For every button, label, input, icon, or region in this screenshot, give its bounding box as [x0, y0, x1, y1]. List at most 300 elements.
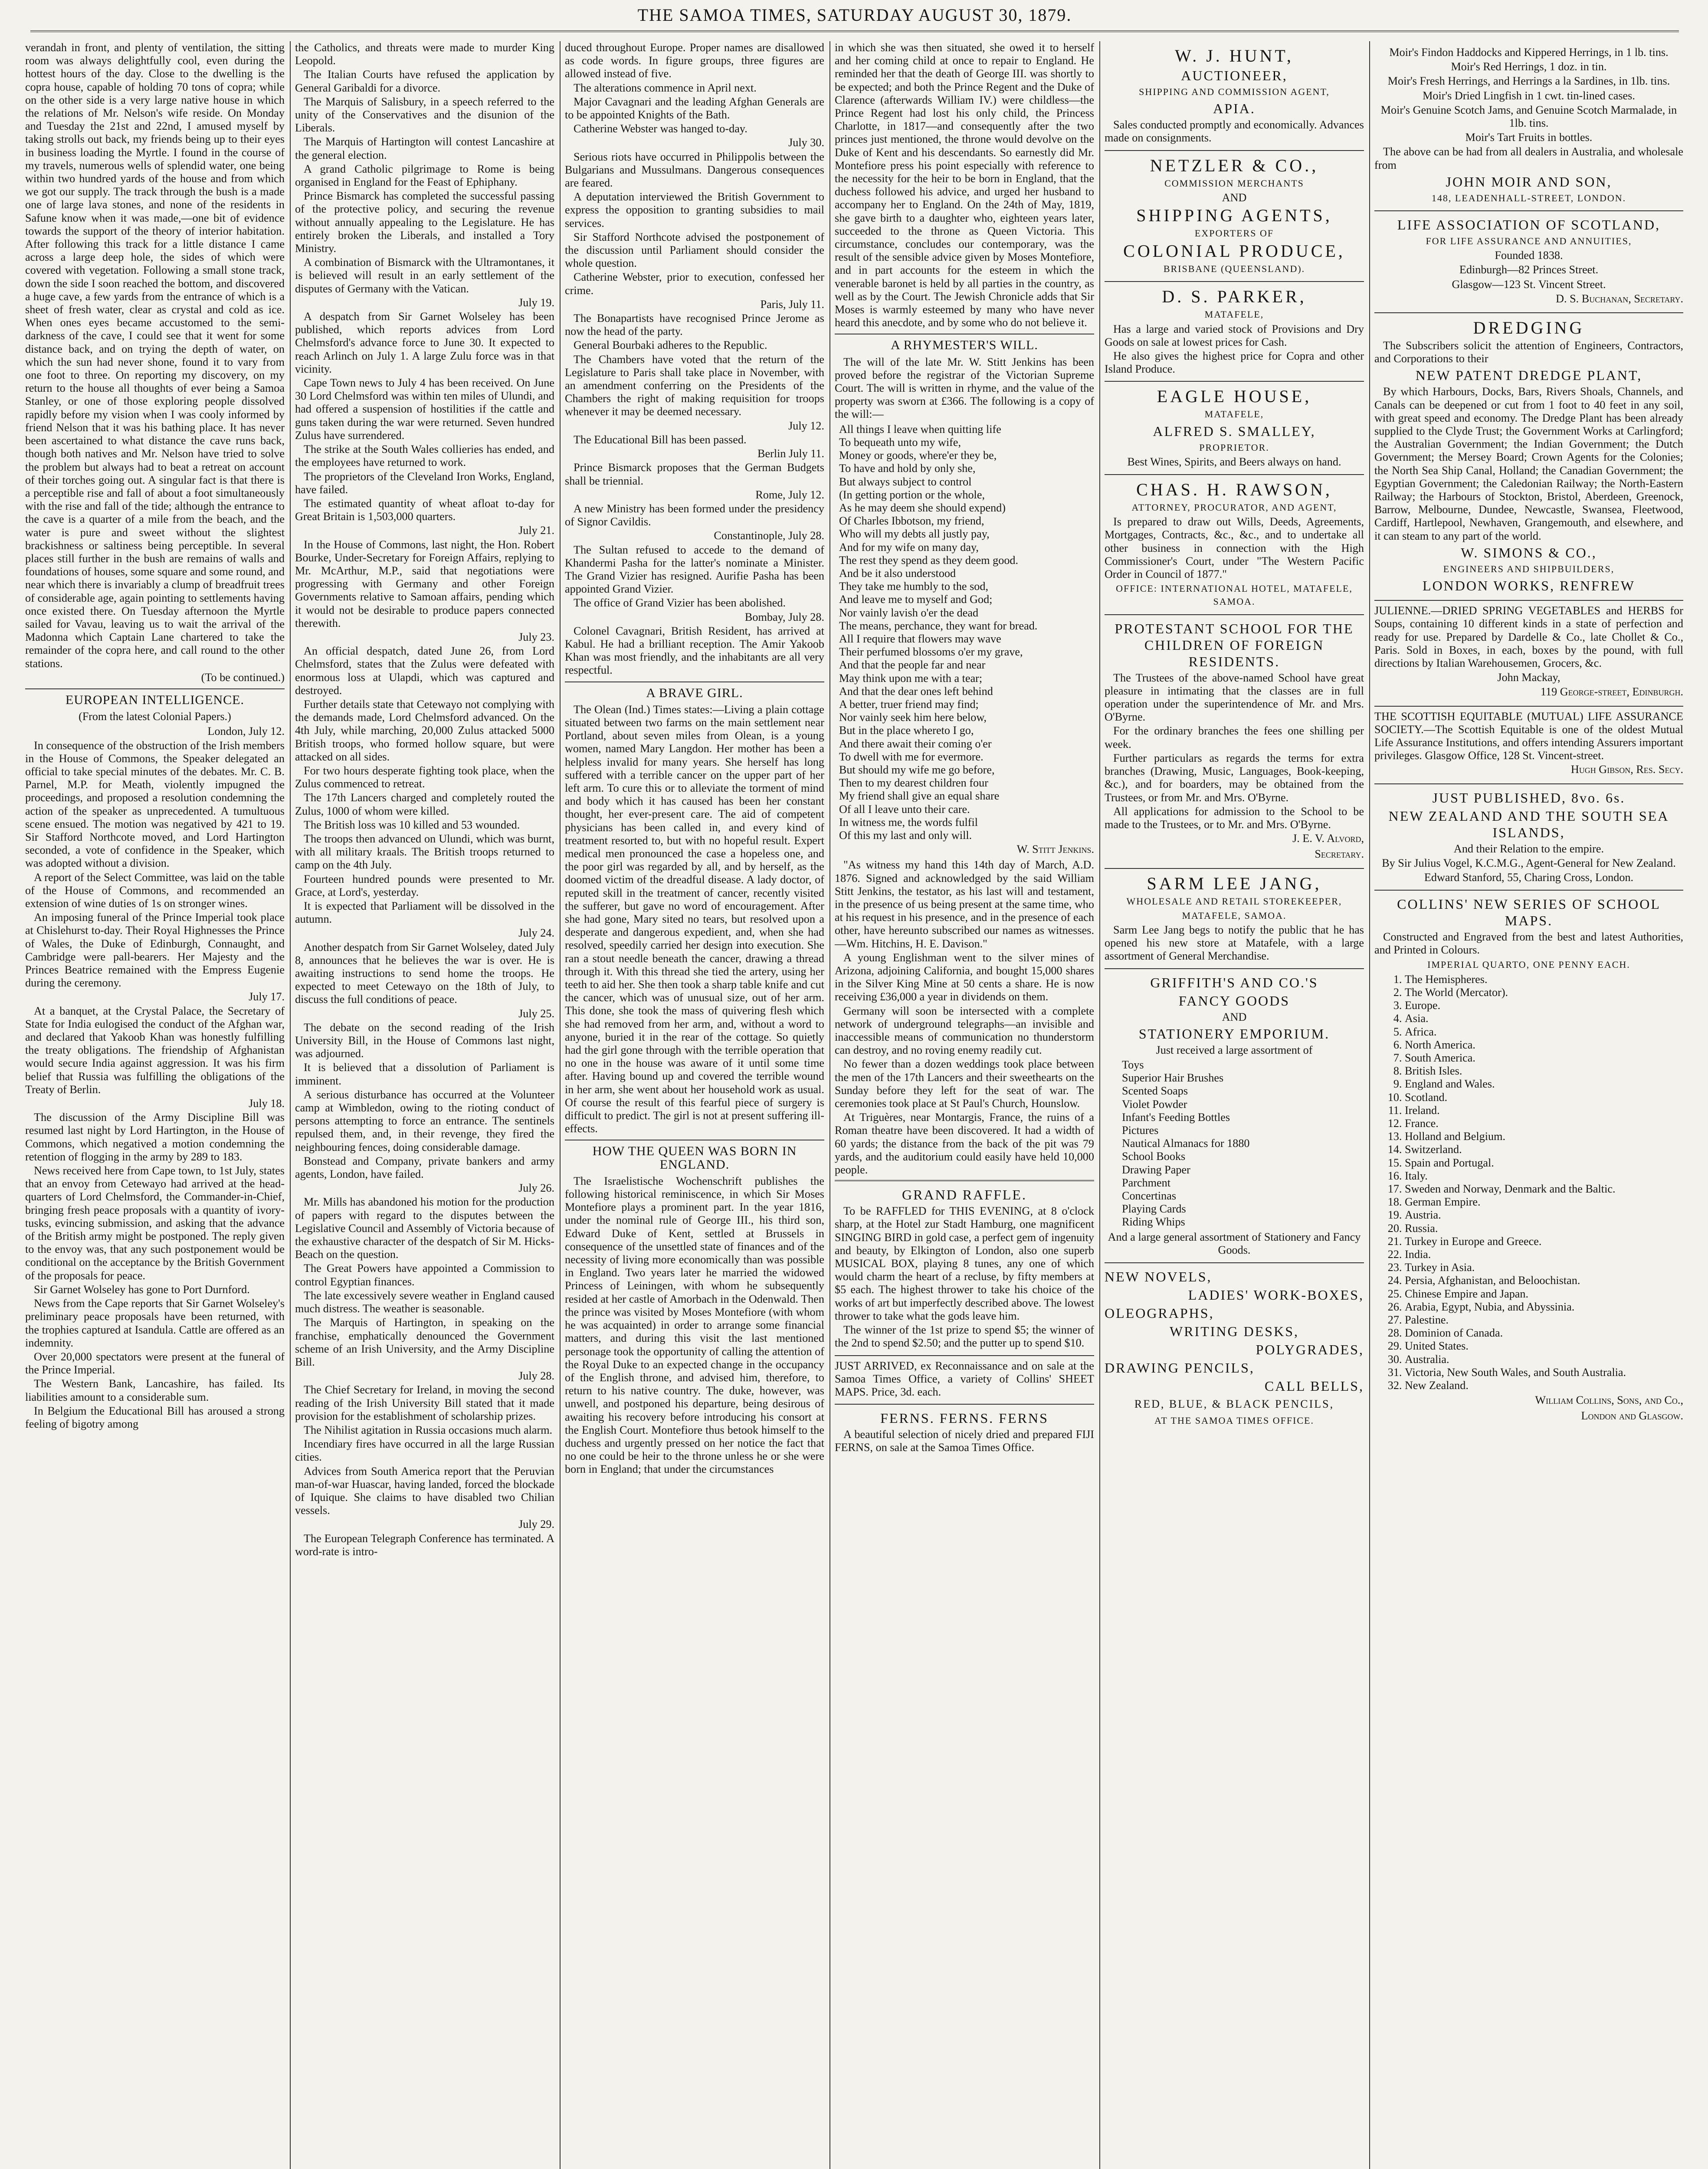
ad-address: Glasgow—123 St. Vincent Street. — [1452, 278, 1606, 291]
poem-line: But always subject to control — [839, 475, 972, 488]
ad-place: MATAFELE, — [1204, 409, 1264, 420]
poem-line: All I require that flowers may wave — [839, 632, 1001, 645]
ad-subtitle: IMPERIAL QUARTO, ONE PENNY EACH. — [1427, 959, 1630, 970]
poem-line: A better, truer friend may find; — [839, 698, 979, 711]
ad-title: SARM LEE JANG, — [1147, 873, 1322, 893]
ad-title: D. S. PARKER, — [1162, 287, 1307, 307]
poem-line: The means, perchance, they want for bread. — [839, 619, 1038, 632]
article-paragraph: The troops then advanced on Ulundi, which was burnt, with all military kraals. The British troops returned to camp on the 4th July. — [295, 832, 554, 872]
novels-ad — [1105, 1263, 1364, 1433]
sarm-lee-jang-ad — [1105, 869, 1364, 969]
poem-line: Who will my debts all justly pay, — [839, 528, 990, 541]
list-item: 9. England and Wales. — [1405, 1078, 1683, 1091]
article-paragraph: The discussion of the Army Discipline Bill was resumed last night by Lord Hartington, in the House of Commons, which negatived a motion condemning the retention of flogging in the army by 289 to 183. — [25, 1111, 285, 1163]
dateline: July 19. — [518, 296, 554, 309]
dateline: July 26. — [518, 1182, 554, 1195]
list-item: 16. Italy. — [1405, 1170, 1683, 1183]
dateline: July 30. — [788, 136, 824, 149]
list-item: Infant's Feeding Bottles — [1122, 1111, 1230, 1124]
poem-line: To bequeath unto my wife, — [839, 436, 961, 449]
list-item: 12. France. — [1405, 1117, 1683, 1130]
ad-text: Just received a large assortment of — [1156, 1043, 1313, 1056]
column-rule — [829, 41, 830, 2169]
masthead: THE SAMOA TIMES, SATURDAY AUGUST 30, 1879. — [30, 0, 1679, 32]
dateline: London, July 12. — [207, 725, 285, 738]
ad-heading: JOHN MOIR AND SON, — [1446, 174, 1612, 190]
column-4 — [835, 41, 1094, 1460]
ad-title: JUST PUBLISHED, 8vo. 6s. — [1432, 790, 1626, 806]
article-paragraph: Major Cavagnari and the leading Afghan Generals are to be appointed Knights of the Bath. — [565, 95, 824, 121]
list-item: 15. Spain and Portugal. — [1405, 1157, 1683, 1170]
list-item: 23. Turkey in Asia. — [1405, 1261, 1683, 1274]
poem-line: All things I leave when quitting life — [839, 423, 1001, 436]
column-2 — [295, 41, 554, 1559]
list-item: Playing Cards — [1122, 1202, 1186, 1216]
scottish-equitable-ad — [1374, 707, 1683, 784]
article-paragraph: The will of the late Mr. W. Stitt Jenkins has been proved before the registrar of the Victorian Supreme Court. The will is written in rhyme, and the value of the property was sworn at £366. The following is a copy of the will:— — [835, 355, 1094, 421]
ad-heading: FANCY GOODS — [1178, 993, 1290, 1009]
dateline: Rome, July 12. — [755, 488, 824, 501]
poem-line: (In getting portion or the whole, — [839, 488, 985, 501]
column-rule — [560, 41, 561, 2169]
article-paragraph: Serious riots have occurred in Philippolis between the Bulgarians and Mussulmans. Dangerous consequences are feared. — [565, 150, 824, 190]
article-paragraph: It is believed that a dissolution of Parliament is imminent. — [295, 1061, 554, 1087]
poem-line: Of all I leave unto their care. — [839, 803, 970, 816]
ad-heading: LADIES' WORK-BOXES, — [1188, 1287, 1364, 1303]
moir-ad — [1374, 41, 1683, 211]
list-item: Concertinas — [1122, 1189, 1177, 1202]
article-paragraph: In consequence of the obstruction of the Irish members in the House of Commons, the Speaker delegated an official to take special minutes of the debates. Mr. C. B. Parnel, M.P. for Meath, violently impugned the proceedings, and proposed a resolution condemning the action of the speaker as unprecedented. A tumultuous scene ensued. The motion was negatived by 421 to 19. Sir Stafford Northcote moved, and Lord Hartington seconded, a vote of confidence in the Speaker, which was adopted without a division. — [25, 739, 285, 870]
list-item: Parchment — [1122, 1176, 1170, 1189]
poem-line: To have and hold by only she, — [839, 462, 976, 475]
list-item: School Books — [1122, 1150, 1186, 1163]
parker-ad — [1105, 282, 1364, 382]
article-paragraph: A new Ministry has been formed under the presidency of Signor Cavildis. — [565, 502, 824, 528]
article-paragraph: For two hours desperate fighting took place, when the Zulus commenced to retreat. — [295, 764, 554, 790]
list-item: 11. Ireland. — [1405, 1104, 1683, 1117]
ad-text: AND — [1222, 1010, 1247, 1023]
ad-line: Moir's Red Herrings, 1 doz. in tin. — [1451, 60, 1607, 73]
article-paragraph: The Marquis of Salisbury, in a speech referred to the unity of the Conservatives and the disunion of the Liberals. — [295, 95, 554, 134]
article-paragraph: A report of the Select Committee, was laid on the table of the House of Commons, and recommended an extension of wine duties of 1s on stronger wines. — [25, 871, 285, 910]
article-paragraph: The Chief Secretary for Ireland, in moving the second reading of the Irish University Bill stated that it made provision for the establishment of scholarship prizes. — [295, 1383, 554, 1422]
article-paragraph: The European Telegraph Conference has terminated. A word-rate is intro- — [295, 1532, 554, 1558]
list-item: 30. Australia. — [1405, 1353, 1683, 1366]
dateline: Paris, July 11. — [760, 298, 824, 311]
ad-text: AND — [1222, 191, 1247, 204]
ad-title: CHAS. H. RAWSON, — [1136, 480, 1332, 500]
list-item: 13. Holland and Belgium. — [1405, 1130, 1683, 1143]
list-item: 2. The World (Mercator). — [1405, 986, 1683, 999]
list-item: 4. Asia. — [1405, 1012, 1683, 1025]
ad-text: The Subscribers solicit the attention of Engineers, Contractors, and Corporations to their — [1374, 339, 1683, 365]
article-paragraph: Fourteen hundred pounds were presented to Mr. Grace, at Lord's, yesterday. — [295, 872, 554, 898]
list-item: 25. Chinese Empire and Japan. — [1405, 1288, 1683, 1301]
ad-publisher: Edward Stanford, 55, Charing Cross, London. — [1424, 871, 1634, 884]
article-paragraph: News from the Cape reports that Sir Garnet Wolseley's preliminary peace proposals have been returned, with the trophies captured at Isandula. Cattle are offered as an indemnity. — [25, 1297, 285, 1349]
poem-line: Of Charles Ibbotson, my friend, — [839, 514, 984, 528]
rawson-ad — [1105, 475, 1364, 615]
ad-heading: DRAWING PENCILS, — [1105, 1360, 1255, 1376]
list-item: Riding Whips — [1122, 1216, 1185, 1229]
ad-title: PROTESTANT SCHOOL FOR THE CHILDREN OF FOREIGN RESIDENTS. — [1115, 620, 1354, 669]
ad-text: He also gives the highest price for Copra and other Island Produce. — [1105, 350, 1364, 376]
ad-heading: WRITING DESKS, — [1170, 1323, 1299, 1339]
article-paragraph: The Nihilist agitation in Russia occasions much alarm. — [304, 1423, 553, 1436]
maps-list — [1405, 973, 1683, 1392]
article-paragraph: the Catholics, and threats were made to murder King Leopold. — [295, 41, 554, 67]
article-paragraph: An official despatch, dated June 26, from Lord Chelmsford, states that the Zulus were defeated with enormous loss at Ulapdi, which was captured and destroyed. — [295, 645, 554, 697]
poem-line: My friend shall give an equal share — [839, 790, 1000, 803]
article-paragraph: The Bonapartists have recognised Prince Jerome as now the head of the party. — [565, 312, 824, 338]
ad-text: By which Harbours, Docks, Bars, Rivers Shoals, Channels, and Canals can be deepened or cut from 1 foot to 40 feet in any soil, with great speed and economy. The Dredge Plant has been already supplied to the Clyde Trust; the Government Works at Carlingford; the Australian Government; the Indian Government; the Dutch Government; the Mersey Board; Crown Agents for the Colonies; the North Sea Ship Canal, Holland; the Canadian Government; the Egyptian Government; the Caledonian Railway; the North-Eastern Railway; the Harbours of Stockton, Bristol, Aberdeen, Greenock, Barrow, Melbourne, Dundee, Newcastle, Swansea, Fleetwood, Cardiff, Hartlepool, Newhaven, Grangemouth, and elsewhere, and it can steam to any part of the world. — [1374, 385, 1683, 542]
article-paragraph: Mr. Mills has abandoned his motion for the production of papers with regard to the disputes between the Legislative Council and Assembly of Victoria because of the exhaustive character of the despatch of Sir M. Hicks-Beach on the question. — [295, 1196, 554, 1261]
ad-line: Moir's Dried Lingfish in 1 cwt. tin-lined cases. — [1423, 89, 1635, 102]
ad-heading: COLONIAL PRODUCE, — [1123, 241, 1345, 261]
ad-address: 148, LEADENHALL-STREET, LONDON. — [1431, 192, 1626, 203]
article-paragraph: The late excessively severe weather in England caused much distress. The weather is seasonable. — [295, 1289, 554, 1315]
list-item: 5. Africa. — [1405, 1026, 1683, 1039]
poem-line: And that the dear ones left behind — [839, 685, 993, 698]
list-item: 18. German Empire. — [1405, 1196, 1683, 1209]
list-item: 10. Scotland. — [1405, 1091, 1683, 1104]
poem-line: Then to my dearest children four — [839, 777, 988, 790]
dateline: Bombay, July 28. — [744, 610, 824, 623]
ad-address: 119 George-street, Edinburgh. — [1540, 685, 1683, 698]
article-paragraph: It is expected that Parliament will be dissolved in the autumn. — [295, 900, 554, 926]
ad-text: The above can be had from all dealers in Australia, and wholesale from — [1374, 145, 1683, 171]
ad-subtitle: AUCTIONEER, — [1181, 68, 1288, 83]
column-5 — [1105, 41, 1364, 1433]
article-paragraph: The British loss was 10 killed and 53 wounded. — [304, 818, 520, 831]
poem-line: Of this my last and only will. — [839, 829, 972, 842]
article-headline: EUROPEAN INTELLIGENCE. — [25, 688, 285, 707]
article-paragraph: The 17th Lancers charged and completely routed the Zulus, 1000 of whom were killed. — [295, 791, 554, 817]
article-paragraph: Advices from South America report that the Peruvian man-of-war Huascar, having landed, forced the blockade of Iquique. She claims to have disabled two Chilian vessels. — [295, 1465, 554, 1517]
list-item: Drawing Paper — [1122, 1163, 1190, 1176]
poem-line: Nor vainly seek him here below, — [839, 711, 987, 724]
article-paragraph: The strike at the South Wales collieries has ended, and the employees have returned to work. — [295, 443, 554, 469]
list-item: 28. Dominion of Canada. — [1405, 1327, 1683, 1340]
ad-text: By Sir Julius Vogel, K.C.M.G., Agent-General for New Zealand. — [1382, 856, 1676, 869]
list-item: 26. Arabia, Egypt, Nubia, and Abyssinia. — [1405, 1301, 1683, 1314]
article-headline: A BRAVE GIRL. — [565, 681, 824, 700]
article-paragraph: At Triguères, near Montargis, France, the ruins of a Roman theatre have been discovered. It had a width of 60 yards; the distance from the back of the pit was 79 yards, and the auditorium could easily have held 10,000 people. — [835, 1111, 1094, 1176]
article-paragraph: The Sultan refused to accede to the demand of Khandermi Pasha for the latter's nominate a Minister. The Grand Vizier has resigned. Aurifie Pasha has been appointed Grand Vizier. — [565, 543, 824, 596]
ad-subtitle: ATTORNEY, PROCURATOR, AND AGENT, — [1131, 502, 1337, 513]
ad-subtitle: PROPRIETOR. — [1199, 442, 1269, 453]
ad-title: EAGLE HOUSE, — [1157, 387, 1312, 406]
ad-heading: SHIPPING AGENTS, — [1136, 206, 1332, 226]
ad-address: OFFICE: INTERNATIONAL HOTEL, MATAFELE, SAMOA. — [1116, 583, 1353, 607]
article-paragraph: in which she was then situated, she owed it to herself and her coming child at once to repair to England. He reminded her that the death of George III. was shortly to be expected; and both the Prince Regent and the Duke of Clarence (afterwards William IV.) were childless—the Prince Regent had lost his only child, the Princess Charlotte, in 1817—and consequently after the two princes just mentioned, the throne would devolve on the Duke of Kent and his descendants. So earnestly did Mr. Montefiore press his point especially with reference to the necessity for the heir to be born in England, that the duchess followed his advice, and urged her husband to accompany her to England. On the 24th of May, 1819, she gave birth to a daughter who, eighteen years later, succeeded to the throne as Queen Victoria. This circumstance, concludes our contemporary, was the result of the sensible advice given by Moses Montefiore, and in part accounts for the esteem in which the venerable baronet is held by all parties in the country, as well as by the Court. The Jewish Chronicle adds that Sir Moses is warmly esteemed by many who have never heard this anecdote, and by some who do not believe it. — [835, 41, 1094, 329]
ad-text: Sarm Lee Jang begs to notify the public that he has opened his new store at Matafele, with a large assortment of General Merchandise. — [1105, 923, 1364, 963]
eagle-house-ad — [1105, 382, 1364, 475]
collins-maps-ad — [1374, 891, 1683, 1430]
article-paragraph: Germany will soon be intersected with a complete network of underground telegraphs—an invisible and inaccessible means of communication no thunderstorm can destroy, and no roving enemy readily cut. — [835, 1004, 1094, 1057]
list-item: 32. New Zealand. — [1405, 1379, 1683, 1392]
list-item: 1. The Hemispheres. — [1405, 973, 1683, 986]
article-paragraph: The Marquis of Hartington, in speaking on the franchise, emphatically denounced the Government scheme of an Irish University, and the Army Discipline Bill. — [295, 1316, 554, 1368]
article-paragraph: A despatch from Sir Garnet Wolseley has been published, which reports advices from Lord Chelmsford's advance force to June 30. It expected to reach Arlinch on July 1. A large Zulu force was in that vicinity. — [295, 310, 554, 375]
article-paragraph: The Marquis of Hartington will contest Lancashire at the general election. — [295, 135, 554, 161]
list-item: 24. Persia, Afghanistan, and Beloochistan. — [1405, 1274, 1683, 1287]
list-item: 7. South America. — [1405, 1052, 1683, 1065]
ad-title: LIFE ASSOCIATION OF SCOTLAND, — [1397, 217, 1661, 233]
list-item: 22. India. — [1405, 1248, 1683, 1261]
signature-title: Secretary. — [1315, 848, 1364, 861]
ad-text: JUST ARRIVED, ex Reconnaissance and on sale at the Samoa Times Office, a variety of Collins' SHEET MAPS. Price, 3d. each. — [835, 1359, 1094, 1398]
ad-text: And a large general assortment of Stationery and Fancy Goods. — [1108, 1230, 1361, 1256]
signature: Hugh Gibson, Res. Secy. — [1570, 763, 1683, 776]
list-item: Pictures — [1122, 1124, 1159, 1137]
article-paragraph: Prince Bismarck proposes that the German Budgets shall be triennial. — [565, 461, 824, 487]
ad-place: AT THE SAMOA TIMES OFFICE. — [1154, 1415, 1314, 1426]
ad-text: JULIENNE.—DRIED SPRING VEGETABLES and HERBS for Soups, containing 10 different kinds in a state of perfection and ready for use. Prepared by Dardelle & Co., late Chollet & Co., Paris. Sold in Boxes, in each, boxes by the pound, with full directions by Italian Warehousemen, Grocers, &c. — [1374, 604, 1683, 669]
signature: W. Stitt Jenkins. — [1016, 843, 1094, 856]
hunt-ad — [1105, 41, 1364, 151]
netzler-ad — [1105, 151, 1364, 282]
article-paragraph: Catherine Webster was hanged to-day. — [574, 122, 747, 135]
article-paragraph: The estimated quantity of wheat afloat to-day for Great Britain is 1,503,000 quarters. — [295, 497, 554, 523]
poem-line: And for my wife on many day, — [839, 541, 979, 554]
ad-address: LONDON WORKS, RENFREW — [1423, 578, 1635, 594]
article-paragraph: Another despatch from Sir Garnet Wolseley, dated July 8, announces that he believes the war is over. He is awaiting instructions to send home the troops. He expected to meet Cetewayo on the 18th of July, to discuss the full conditions of peace. — [295, 940, 554, 1006]
ad-text: Is prepared to draw out Wills, Deeds, Agreements, Mortgages, Contracts, &c., &c., and to undertake all other business in connection with the High Commissioner's Court, under "The Western Pacific Order in Council of 1877." — [1105, 515, 1364, 581]
list-item: 29. United States. — [1405, 1340, 1683, 1353]
dateline: July 29. — [518, 1518, 554, 1531]
column-rule — [1369, 41, 1370, 2169]
list-item: Scented Soaps — [1122, 1084, 1188, 1098]
ad-text: And their Relation to the empire. — [1453, 842, 1604, 855]
column-rule — [290, 41, 291, 2169]
article-paragraph: At a banquet, at the Crystal Palace, the Secretary of State for India eulogised the conduct of the Afghan war, and declared that Yakoob Khan was honestly fulfilling the treaty obligations. The friendship of Afghanistan would secure India against aggression. It was his firm belief that Russia was fulfilling the obligations of the Treaty of Berlin. — [25, 1004, 285, 1096]
article-paragraph: A grand Catholic pilgrimage to Rome is being organised in England for the Feast of Ephiphany. — [295, 162, 554, 189]
ad-title: GRIFFITH'S AND CO.'S — [1150, 974, 1318, 990]
poem-line: And that the people far and near — [839, 659, 986, 672]
list-item: 14. Switzerland. — [1405, 1143, 1683, 1156]
ad-text: Best Wines, Spirits, and Beers always on hand. — [1127, 455, 1341, 468]
ad-line: Moir's Tart Fruits in bottles. — [1465, 131, 1593, 144]
list-item: 20. Russia. — [1405, 1222, 1683, 1235]
ad-text: Constructed and Engraved from the best and latest Authorities, and Printed in Colours. — [1374, 931, 1683, 957]
signature: D. S. Buchanan, Secretary. — [1556, 292, 1683, 305]
signature-title: London and Glasgow. — [1581, 1409, 1683, 1422]
article-paragraph: The Israelistische Wochenschrift publishes the following historical reminiscence, in which Sir Moses Montefiore plays a prominent part. In the year 1816, under the nominal rule of George III., his third son, Edward Duke of Kent, settled at Brussels in consequence of the unsettled state of finances and of the necessity of living more economically than was possible in England. Two years later he married the widowed Princess of Leiningen, with whom he subsequently resided at her castle of Amorbach in the Odenwald. Then the prince was visited by Moses Montefiore (with whom he was acquainted) in order to arrange some financial matters, and during this visit the last mentioned personage took the opportunity of calling the attention of the Royal Duke to an expected change in the occupancy of the English throne, and advised him, therefore, to return to his native country. The duke, however, was unwell, and postponed his departure, being desirous of awaiting his recovery before introducing his consort at the English Court. Montefiore thus betook himself to the duchess and urgently pressed on her notice the fact that no one could be heir to the throne unless he or she were born in England; that under the circumstances — [565, 1174, 824, 1476]
dateline: July 21. — [518, 524, 554, 537]
ferns-ad — [835, 1405, 1094, 1459]
poem-line: And leave me to myself and God; — [839, 593, 993, 606]
ad-title: W. J. HUNT, — [1175, 46, 1294, 66]
list-item: 17. Sweden and Norway, Denmark and the Baltic. — [1405, 1183, 1683, 1196]
ad-heading: RED, BLUE, & BLACK PENCILS, — [1134, 1397, 1334, 1410]
ad-heading: NEW ZEALAND AND THE SOUTH SEA ISLANDS, — [1388, 808, 1669, 840]
dateline: July 25. — [518, 1007, 554, 1020]
article-paragraph: A deputation interviewed the British Government to express the opposition to granting subsidies to mail services. — [565, 190, 824, 229]
poem-line: To dwell with me for evermore. — [839, 750, 983, 763]
list-item: 27. Palestine. — [1405, 1314, 1683, 1327]
ad-text: The winner of the 1st prize to spend $5; the winner of the 2nd to spend $2.50; and the putter up to spend $10. — [835, 1324, 1094, 1350]
list-item: 21. Turkey in Europe and Greece. — [1405, 1235, 1683, 1248]
poem-line: Their perfumed blossoms o'er my grave, — [839, 645, 1023, 659]
signature-title: ENGINEERS AND SHIPBUILDERS, — [1443, 563, 1615, 574]
continued-note: (To be continued.) — [201, 671, 285, 684]
article-paragraph: News received here from Cape town, to 1st July, states that an envoy from Cetewayo had arrived at the head-quarters of Lord Chelmsford, the Commander-in-Chief, bringing fresh peace proposals with a quantity of ivory-tusks, evincing submission, and asking that the advance of the British army might be postponed. The reply given to the envoy was, that any such postponement would be conditional on the acceptance by the British Government of the proposals for peace. — [25, 1164, 285, 1282]
ad-heading: STATIONERY EMPORIUM. — [1138, 1026, 1330, 1042]
ad-line: Moir's Genuine Scotch Jams, and Genuine Scotch Marmalade, in 1lb. tins. — [1380, 103, 1677, 130]
article-headline: A RHYMESTER'S WILL. — [835, 334, 1094, 352]
article-headline: HOW THE QUEEN WAS BORN IN ENGLAND. — [565, 1140, 824, 1171]
just-published-ad — [1374, 784, 1683, 891]
ad-title: NETZLER & CO., — [1150, 155, 1319, 175]
article-paragraph: General Bourbaki adheres to the Republic. — [574, 339, 767, 352]
ad-text: The Trustees of the above-named School have great pleasure in intimating that the classes are in full operation under the superintendence of Mr. and Mrs. O'Byrne. — [1105, 671, 1364, 724]
column-1 — [25, 41, 285, 1432]
poem-line: The rest they spend as they deem good. — [839, 554, 1019, 567]
article-paragraph: Catherine Webster, prior to execution, confessed her crime. — [565, 271, 824, 297]
article-paragraph: The Great Powers have appointed a Commission to control Egyptian finances. — [295, 1262, 554, 1288]
article-paragraph: The Educational Bill has been passed. — [574, 433, 747, 446]
list-item: 31. Victoria, New South Wales, and South Australia. — [1405, 1366, 1683, 1379]
ad-place: MATAFELE, — [1204, 309, 1264, 320]
article-paragraph: A combination of Bismarck with the Ultramontanes, it is believed will result in an early settlement of the disputes of Germany with the Vatican. — [295, 256, 554, 295]
dredging-ad — [1374, 313, 1683, 601]
ad-place: MATAFELE, SAMOA. — [1182, 910, 1287, 921]
poem-line: But in the place whereto I go, — [839, 724, 974, 737]
ad-text: Has a large and varied stock of Provisions and Dry Goods on sale at lowest prices for Cash. — [1105, 322, 1364, 348]
article-paragraph: In Belgium the Educational Bill has aroused a strong feeling of bigotry among — [25, 1404, 285, 1430]
ad-subtitle: FOR LIFE ASSURANCE AND ANNUITIES, — [1426, 236, 1632, 247]
ad-heading: ALFRED S. SMALLEY, — [1153, 423, 1316, 439]
poem-line: As he may deem she should expend) — [839, 501, 1006, 514]
list-item: 19. Austria. — [1405, 1209, 1683, 1222]
dateline: July 24. — [518, 927, 554, 940]
dateline: July 28. — [518, 1370, 554, 1383]
column-3 — [565, 41, 824, 1477]
list-item: 6. North America. — [1405, 1039, 1683, 1052]
article-paragraph: Sir Garnet Wolseley has gone to Port Durnford. — [34, 1283, 250, 1296]
dateline: Berlin July 11. — [757, 447, 824, 460]
raffle-ad — [835, 1180, 1094, 1356]
list-item: Toys — [1122, 1058, 1144, 1071]
dateline: Constantinople, July 28. — [714, 529, 824, 542]
list-item: Violet Powder — [1122, 1098, 1187, 1111]
ad-line: Moir's Findon Haddocks and Kippered Herrings, in 1 lb. tins. — [1389, 46, 1669, 59]
ad-text: For the ordinary branches the fees one shilling per week. — [1105, 724, 1364, 750]
list-item: 3. Europe. — [1405, 999, 1683, 1012]
ad-text: To be RAFFLED for THIS EVENING, at 8 o'clock sharp, at the Hotel zur Stadt Hamburg, one magnificent SINGING BIRD in gold case, a perfect gem of ingenuity and beauty, by Elkington of London, also one superb MUSICAL BOX, playing 8 tunes, any one of which would charm the heart of a recluse, by fifty members at $5 each. The highest thrower to take his choice of the works of art but imperfectly described above. The lowest thrower to take what the gods leave him. — [835, 1205, 1094, 1322]
goods-list — [1122, 1058, 1364, 1229]
signature: J. E. V. Alvord, — [1292, 832, 1364, 845]
ad-text: Founded 1838. — [1495, 249, 1563, 262]
poem-line: In witness me, the words fulfil — [839, 816, 978, 829]
list-item: 8. British Isles. — [1405, 1065, 1683, 1078]
poem — [839, 423, 1094, 842]
poem-line: And there await their coming o'er — [839, 737, 992, 750]
poem-line: And be it also understood — [839, 567, 956, 580]
dateline: July 23. — [518, 630, 554, 643]
ad-text: Further particulars as regards the terms for extra branches (Drawing, Music, Languages, Book-keeping, &c.), and for boarders, may be obtained from the Trustees, or from Mr. and Mrs. O'Byrne. — [1105, 751, 1364, 804]
ad-text: Sales conducted promptly and economically. Advances made on consignments. — [1105, 118, 1364, 144]
life-association-ad — [1374, 211, 1683, 313]
article-source: (From the latest Colonial Papers.) — [79, 710, 231, 723]
poem-line: But should my wife me go before, — [839, 763, 995, 776]
ad-text: THE SCOTTISH EQUITABLE (MUTUAL) LIFE ASSURANCE SOCIETY.—The Scottish Equitable is one of the oldest Mutual Life Assurance Institutions, and offers intending Assurers important privileges. Glasgow Office, 128 St. Vincent-street. — [1374, 710, 1683, 762]
list-item: Superior Hair Brushes — [1122, 1071, 1224, 1084]
ad-title: COLLINS' NEW SERIES OF SCHOOL MAPS. — [1397, 896, 1661, 929]
poem-line: They take me humbly to the sod, — [839, 580, 989, 593]
article-paragraph: In the House of Commons, last night, the Hon. Robert Bourke, Under-Secretary for Foreign Affairs, replying to Mr. McArthur, M.P., said that negotiations were progressing with Germany and other Foreign Governments relative to Samoan affairs, pending which it would not be desirable to produce papers connected therewith. — [295, 538, 554, 629]
ad-heading: CALL BELLS, — [1264, 1378, 1364, 1394]
article-paragraph: Bonstead and Company, private bankers and army agents, London, have failed. — [295, 1154, 554, 1181]
griffith-ad — [1105, 969, 1364, 1263]
article-paragraph: A young Englishman went to the silver mines of Arizona, adjoining California, and bought 15,000 shares in the Silver King Mine at 50 cents a share. He is now receiving £36,000 a year in dividends on them. — [835, 951, 1094, 1003]
ad-title: NEW NOVELS, — [1105, 1268, 1212, 1284]
article-paragraph: Cape Town news to July 4 has been received. On June 30 Lord Chelmsford was within ten miles of Ulundi, and had offered a suspension of hostilities if the cattle and guns taken during the war were returned. Seven hundred Zulus have surrendered. — [295, 377, 554, 442]
poem-line: Money or goods, where'er they be, — [839, 449, 997, 462]
article-paragraph: Colonel Cavagnari, British Resident, has arrived at Kabul. He had a brilliant reception. The Amir Yakoob Khan was most friendly, and the inhabitants are all very respectful. — [565, 624, 824, 677]
article-paragraph: The Olean (Ind.) Times states:—Living a plain cottage situated between two farms on the main settlement near Portland, about seven miles from Olean, is a young women, named Mary Langdon. Her mother has been a helpless invalid for many years. She herself has long suffered with a terrible cancer on the upper part of her left arm. To cure this or to alleviate the torment of mind and body which it has caused has been her constant thought, her ever-present care. The aid of competent physicians has been called in, and every kind of treatment resorted to, but with no hopeful result. Expert medical men pronounced the case a hopeless one, and the poor girl was regarded by all, and by herself, as the doomed victim of the dreadful disease. A lady doctor, of reputed skill in the treatment of cancer, recently visited the sufferer, but gave no word of encouragement. After she had gone, Mary sited no tears, but resolved upon a desperate and dangerous expedient, and, when she had resolved, speedily carried her design into execution. She ran a stout needle beneath the cancer, drawing a thread through it. With this thread she tied the artery, using her teeth to aid her. She then took a sharp table knife and cut the cancer, which was of unusual size, out of her arm. This done, she took the mass of quivering flesh which she had removed from her arm, and, without a word to anyone, buried it in the rear of the cottage. So quietly had the girl gone through with the terrible operation that no one in the house was aware of it until some time after. Having bound up and covered the terrible wound in her arm, she went about her household work as usual. Of course the result of this fearful piece of surgery is difficult to predict. The girl is not at present suffering ill-effects. — [565, 703, 824, 1135]
signature: William Collins, Sons, and Co., — [1535, 1394, 1683, 1407]
ad-address: Edinburgh—82 Princes Street. — [1459, 263, 1599, 276]
ad-text: All applications for admission to the School to be made to the Trustees, or to Mr. and Mrs. O'Byrne. — [1105, 805, 1364, 831]
column-rule — [1099, 41, 1100, 2169]
article-paragraph: A serious disturbance has occurred at the Volunteer camp at Wimbledon, owing to the rioting conduct of persons attempting to force an entrance. The sentinels repulsed them, and, in their revenge, they fired the neighbouring fences, doing considerable damage. — [295, 1088, 554, 1153]
article-paragraph: duced throughout Europe. Proper names are disallowed as code words. In figure groups, three figures are allowed instead of five. — [565, 41, 824, 80]
ad-heading: NEW PATENT DREDGE PLANT, — [1415, 367, 1642, 383]
ad-text: A beautiful selection of nicely dried and prepared FIJI FERNS, on sale at the Samoa Times Office. — [835, 1428, 1094, 1454]
list-item: Nautical Almanacs for 1880 — [1122, 1137, 1250, 1150]
ad-subtitle: EXPORTERS OF — [1194, 228, 1274, 239]
ad-line: Moir's Fresh Herrings, and Herrings a la Sardines, in 1lb. tins. — [1387, 75, 1670, 88]
article-paragraph: The alterations commence in April next. — [574, 81, 757, 94]
article-paragraph: Prince Bismarck has completed the successful passing of the protective policy, and securing the revenue without annually appealing to the Legislature. He has entirely broken the Liberals, and installed a Tory Ministry. — [295, 190, 554, 255]
article-paragraph: "As witness my hand this 14th day of March, A.D. 1876. Signed and acknowledged by the said William Stitt Jenkins, the testator, as his last will and testament, in the presence of us being present at the same time, who at his request in his presence, and in the presence of each other, have hereunto subscribed our names as witnesses.—Wm. Hitchins, H. E. Davison." — [835, 858, 1094, 950]
article-paragraph: The debate on the second reading of the Irish University Bill, in the House of Commons last night, was adjourned. — [295, 1021, 554, 1060]
ad-place: APIA. — [1213, 101, 1256, 117]
maps-arrived-ad — [835, 1356, 1094, 1405]
signature: W. SIMONS & CO., — [1461, 544, 1597, 560]
article-paragraph: The Western Bank, Lancashire, has failed. Its liabilities amount to a considerable sum. — [25, 1377, 285, 1403]
ad-title: FERNS. FERNS. FERNS — [880, 1410, 1049, 1426]
julienne-ad — [1374, 601, 1683, 706]
ad-subtitle: COMMISSION MERCHANTS — [1164, 177, 1304, 189]
article-paragraph: An imposing funeral of the Prince Imperial took place at Chislehurst to-day. Their Royal Highnesses the Prince of Wales, the Duke of Edinburgh, Connaught, and Cambridge were pall-bearers. Her Majesty and the Princes Beatrice remained with the Empress Eugenie during the ceremony. — [25, 911, 285, 989]
article-paragraph: No fewer than a dozen weddings took place between the men of the 17th Lancers and their sweethearts on the Sunday before they left for the seat of war. The ceremonies took place at St Paul's Church, Hounslow. — [835, 1058, 1094, 1110]
dateline: July 17. — [249, 990, 285, 1003]
dateline: July 12. — [788, 419, 824, 432]
poem-line: Nor vainly lavish o'er the dead — [839, 606, 979, 619]
article-paragraph: The Italian Courts have refused the application by General Garibaldi for a divorce. — [295, 68, 554, 94]
article-paragraph: The Chambers have voted that the return of the Legislature to Paris shall take place in November, with an amendment conferring on the Presidents of the Chambers the right of making requisition for troops whenever it may be deemed necessary. — [565, 353, 824, 418]
ad-heading: OLEOGRAPHS, — [1105, 1305, 1214, 1321]
article-paragraph: Incendiary fires have occurred in all the large Russian cities. — [295, 1438, 554, 1464]
article-paragraph: The proprietors of the Cleveland Iron Works, England, have failed. — [295, 470, 554, 496]
dateline: July 18. — [249, 1097, 285, 1110]
article-paragraph: Further details state that Cetewayo not complying with the demands made, Lord Chelmsford advanced. On the 4th July, while marching, 20,000 Zulus attacked 5000 British troops, who formed hollow square, but were attacked on all sides. — [295, 698, 554, 763]
ad-subtitle: WHOLESALE AND RETAIL STOREKEEPER, — [1126, 895, 1342, 907]
ad-title: GRAND RAFFLE. — [902, 1187, 1027, 1203]
column-6 — [1374, 41, 1683, 1430]
school-ad — [1105, 615, 1364, 869]
article-paragraph: verandah in front, and plenty of ventilation, the sitting room was always delightfully cool, even during the hottest hours of the day. Close to the dwelling is the copra house, capable of holding 70 tons of copra; while on the other side is a very large native house in which the relations of Mr. Nelson's wife reside. On Monday and Tuesday the 21st and 22nd, I amused myself by taking strolls out back, my friends being up to their eyes in business loading the Myrtle. I found in the course of my travels, numerous wells of splendid water, one being within two hundred yards of the house and from which we got our supply. The track through the bush is a made one of large lava stones, and none of the residents in Safune know when it was made,—one bit of evidence towards the support of the theory of interior habitation. After following this track for a little distance I came across a large deep hole, the sides of which were covered with vegetation. Following a small stone track, down the side I soon reached the bottom, and discovered a huge cave, a few yards from the entrance of which is a sheet of fresh water, clear as crystal and cold as ice. When ones eyes became accustomed to the semi-darkness of the cave, I could see that it went for some distance back, and on trying the depth of water, on which the sun had never shone, found it to vary from one foot to three. On reporting my discovery, on my return to the house all thoughts of ever being a Samoa Stanley, or one of those exploring people dissolved rapidly before my vision when I was cooly informed by friend Nelson that it was his bathing place. It has never been ascertained to what distance the cave runs back, though both natives and Mr. Nelson have tried to solve the problem but always had to beat a retreat on account of their torches going out. A singular fact is that there is a perceptible rise and fall of about a foot simultaneously with the rise and fall of the tide; although the entrance to the cave is a quarter of a mile from the beach, and the water is pure and sweet without the slightest brackishness or saltiness being perceptible. In several places still further in the bush are remains of walls and foundations of houses, some square and some round, and near which there is invariably a clump of breadfruit trees of considerable age, again pointing to settlements having once existed there. On Tuesday afternoon the Myrtle sailed for Vavau, leaving us to wait the arrival of the Madonna which Captain Lane chartered to take the remainder of the copra here, and call round to the other stations. — [25, 41, 285, 670]
ad-place: BRISBANE (QUEENSLAND). — [1163, 263, 1305, 275]
article-paragraph: The office of Grand Vizier has been abolished. — [574, 596, 786, 609]
ad-heading: POLYGRADES, — [1256, 1341, 1364, 1357]
article-paragraph: Sir Stafford Northcote advised the postponement of the discussion until Parliament should consider the whole question. — [565, 230, 824, 270]
ad-title: DREDGING — [1473, 318, 1585, 338]
ad-subtitle: SHIPPING AND COMMISSION AGENT, — [1139, 86, 1330, 97]
